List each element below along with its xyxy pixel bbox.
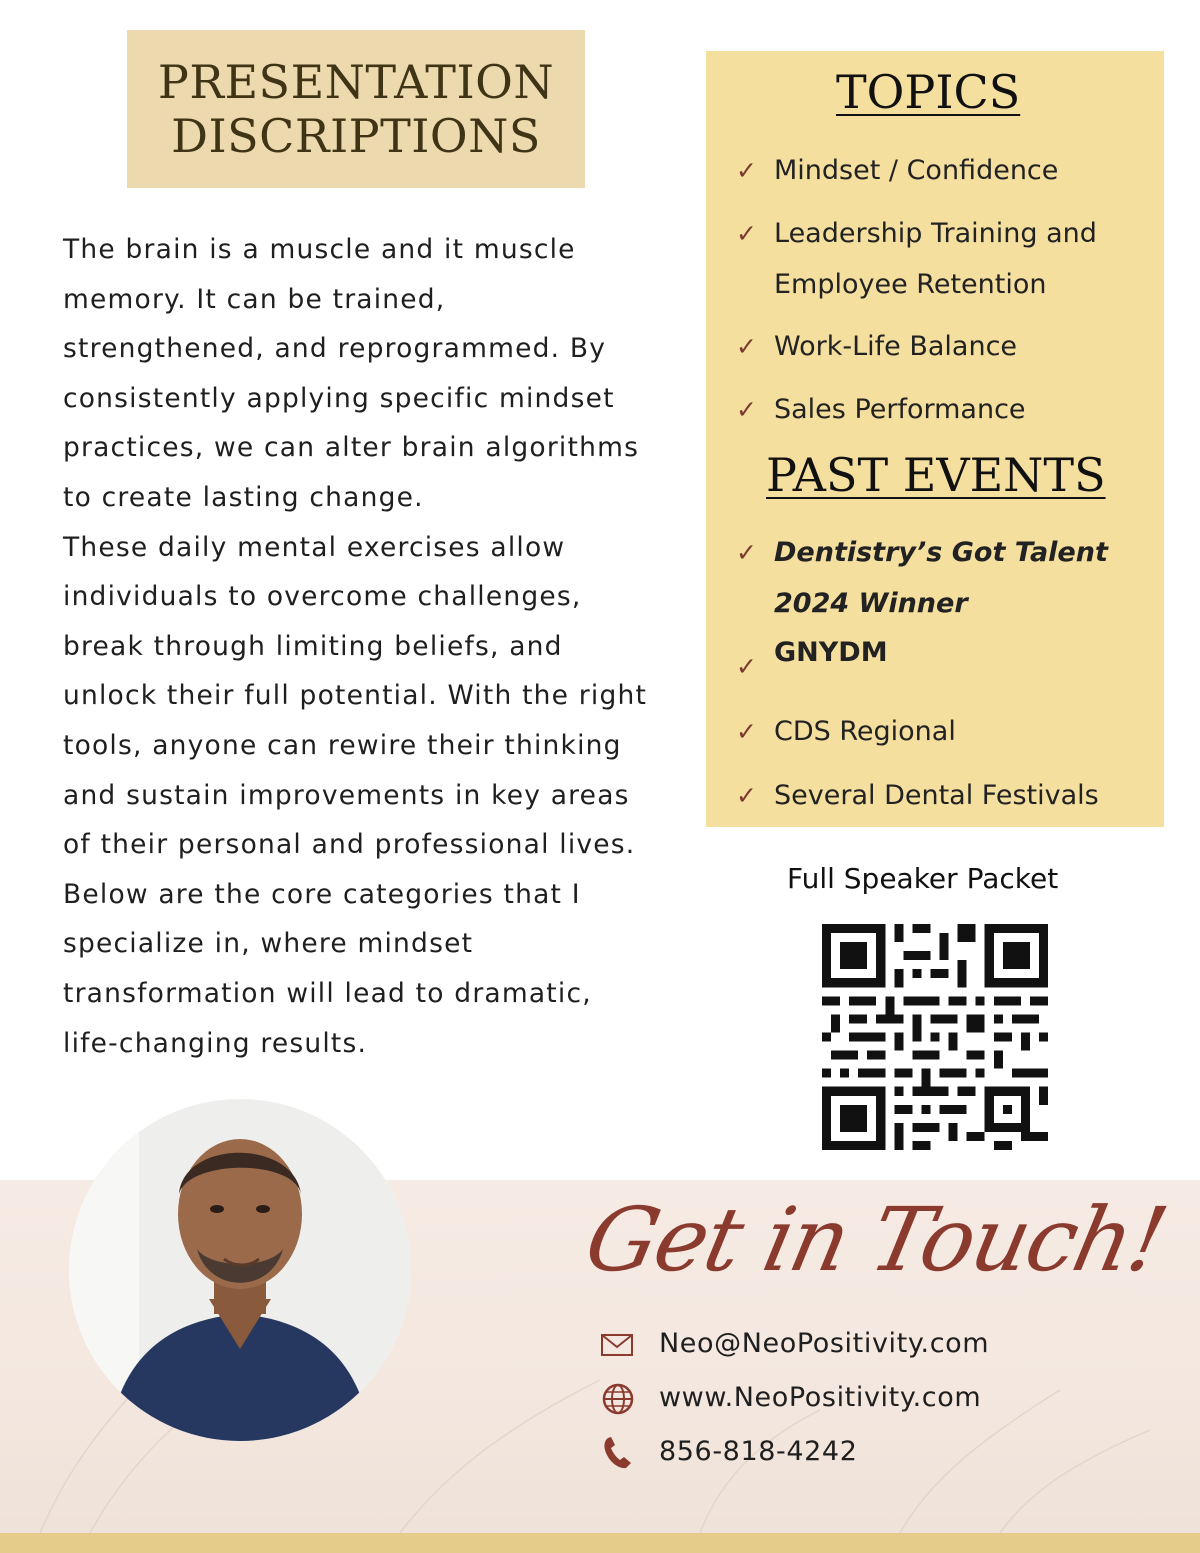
check-icon: ✓	[736, 538, 757, 567]
check-icon: ✓	[736, 156, 757, 185]
footer-bar	[0, 1533, 1200, 1553]
description-line: consistently applying specific mindset	[63, 382, 615, 414]
mail-icon	[598, 1327, 638, 1363]
description-line: to create lasting change.	[63, 481, 424, 513]
globe-icon	[598, 1381, 638, 1417]
description-line: practices, we can alter brain algorithms	[63, 432, 640, 464]
website-text: www.NeoPositivity.com	[659, 1382, 982, 1413]
check-icon: ✓	[736, 219, 757, 248]
description-line: specialize in, where mindset	[63, 928, 474, 960]
description-line: memory. It can be trained,	[63, 283, 446, 315]
description-line: These daily mental exercises allow	[63, 531, 566, 563]
description-line: and sustain improvements in key areas	[63, 779, 630, 811]
title-box	[127, 30, 585, 188]
email-text: Neo@NeoPositivity.com	[659, 1328, 990, 1359]
phone-text: 856-818-4242	[659, 1436, 858, 1467]
get-in-touch-heading: Get in Touch!	[577, 1188, 1175, 1291]
description-line: of their personal and professional lives.	[63, 829, 636, 861]
qr-label: Full Speaker Packet	[787, 862, 1059, 895]
description-line: strengthened, and reprogrammed. By	[63, 333, 607, 365]
check-icon: ✓	[736, 781, 757, 810]
check-icon: ✓	[736, 717, 757, 746]
description-line: Below are the core categories that I	[63, 878, 581, 910]
past-events-title: PAST EVENTS	[766, 448, 1106, 502]
description-line: tools, anyone can rewire their thinking	[63, 729, 622, 761]
page-title-line2: DISCRIPTIONS	[171, 109, 541, 163]
check-icon: ✓	[736, 652, 757, 681]
phone-icon	[598, 1435, 638, 1471]
speaker-photo	[69, 1099, 411, 1441]
description-line: unlock their full potential. With the right	[63, 680, 648, 712]
description-line: break through limiting beliefs, and	[63, 630, 563, 662]
qr-code[interactable]	[822, 924, 1048, 1150]
check-icon: ✓	[736, 332, 757, 361]
description-line: individuals to overcome challenges,	[63, 581, 582, 613]
description-line: transformation will lead to dramatic,	[63, 977, 592, 1009]
page-title-line1: PRESENTATION	[157, 55, 555, 109]
check-icon: ✓	[736, 395, 757, 424]
topics-title: TOPICS	[836, 65, 1021, 119]
presentation-description	[63, 225, 683, 1068]
description-line: The brain is a muscle and it muscle	[63, 234, 576, 265]
topics-panel: TOPICS ✓ Mindset / Confidence ✓ Leadership Training and Employee Retention ✓ Work-Life Balance ✓ Sales Performance PAST EVENTS ✓ Dentistry’s Got Talent 2024 Winner ✓ GNYDM ✓ CDS Regional ✓ Several Dental Festivals	[706, 51, 1164, 827]
description-line: life-changing results.	[63, 1027, 368, 1059]
